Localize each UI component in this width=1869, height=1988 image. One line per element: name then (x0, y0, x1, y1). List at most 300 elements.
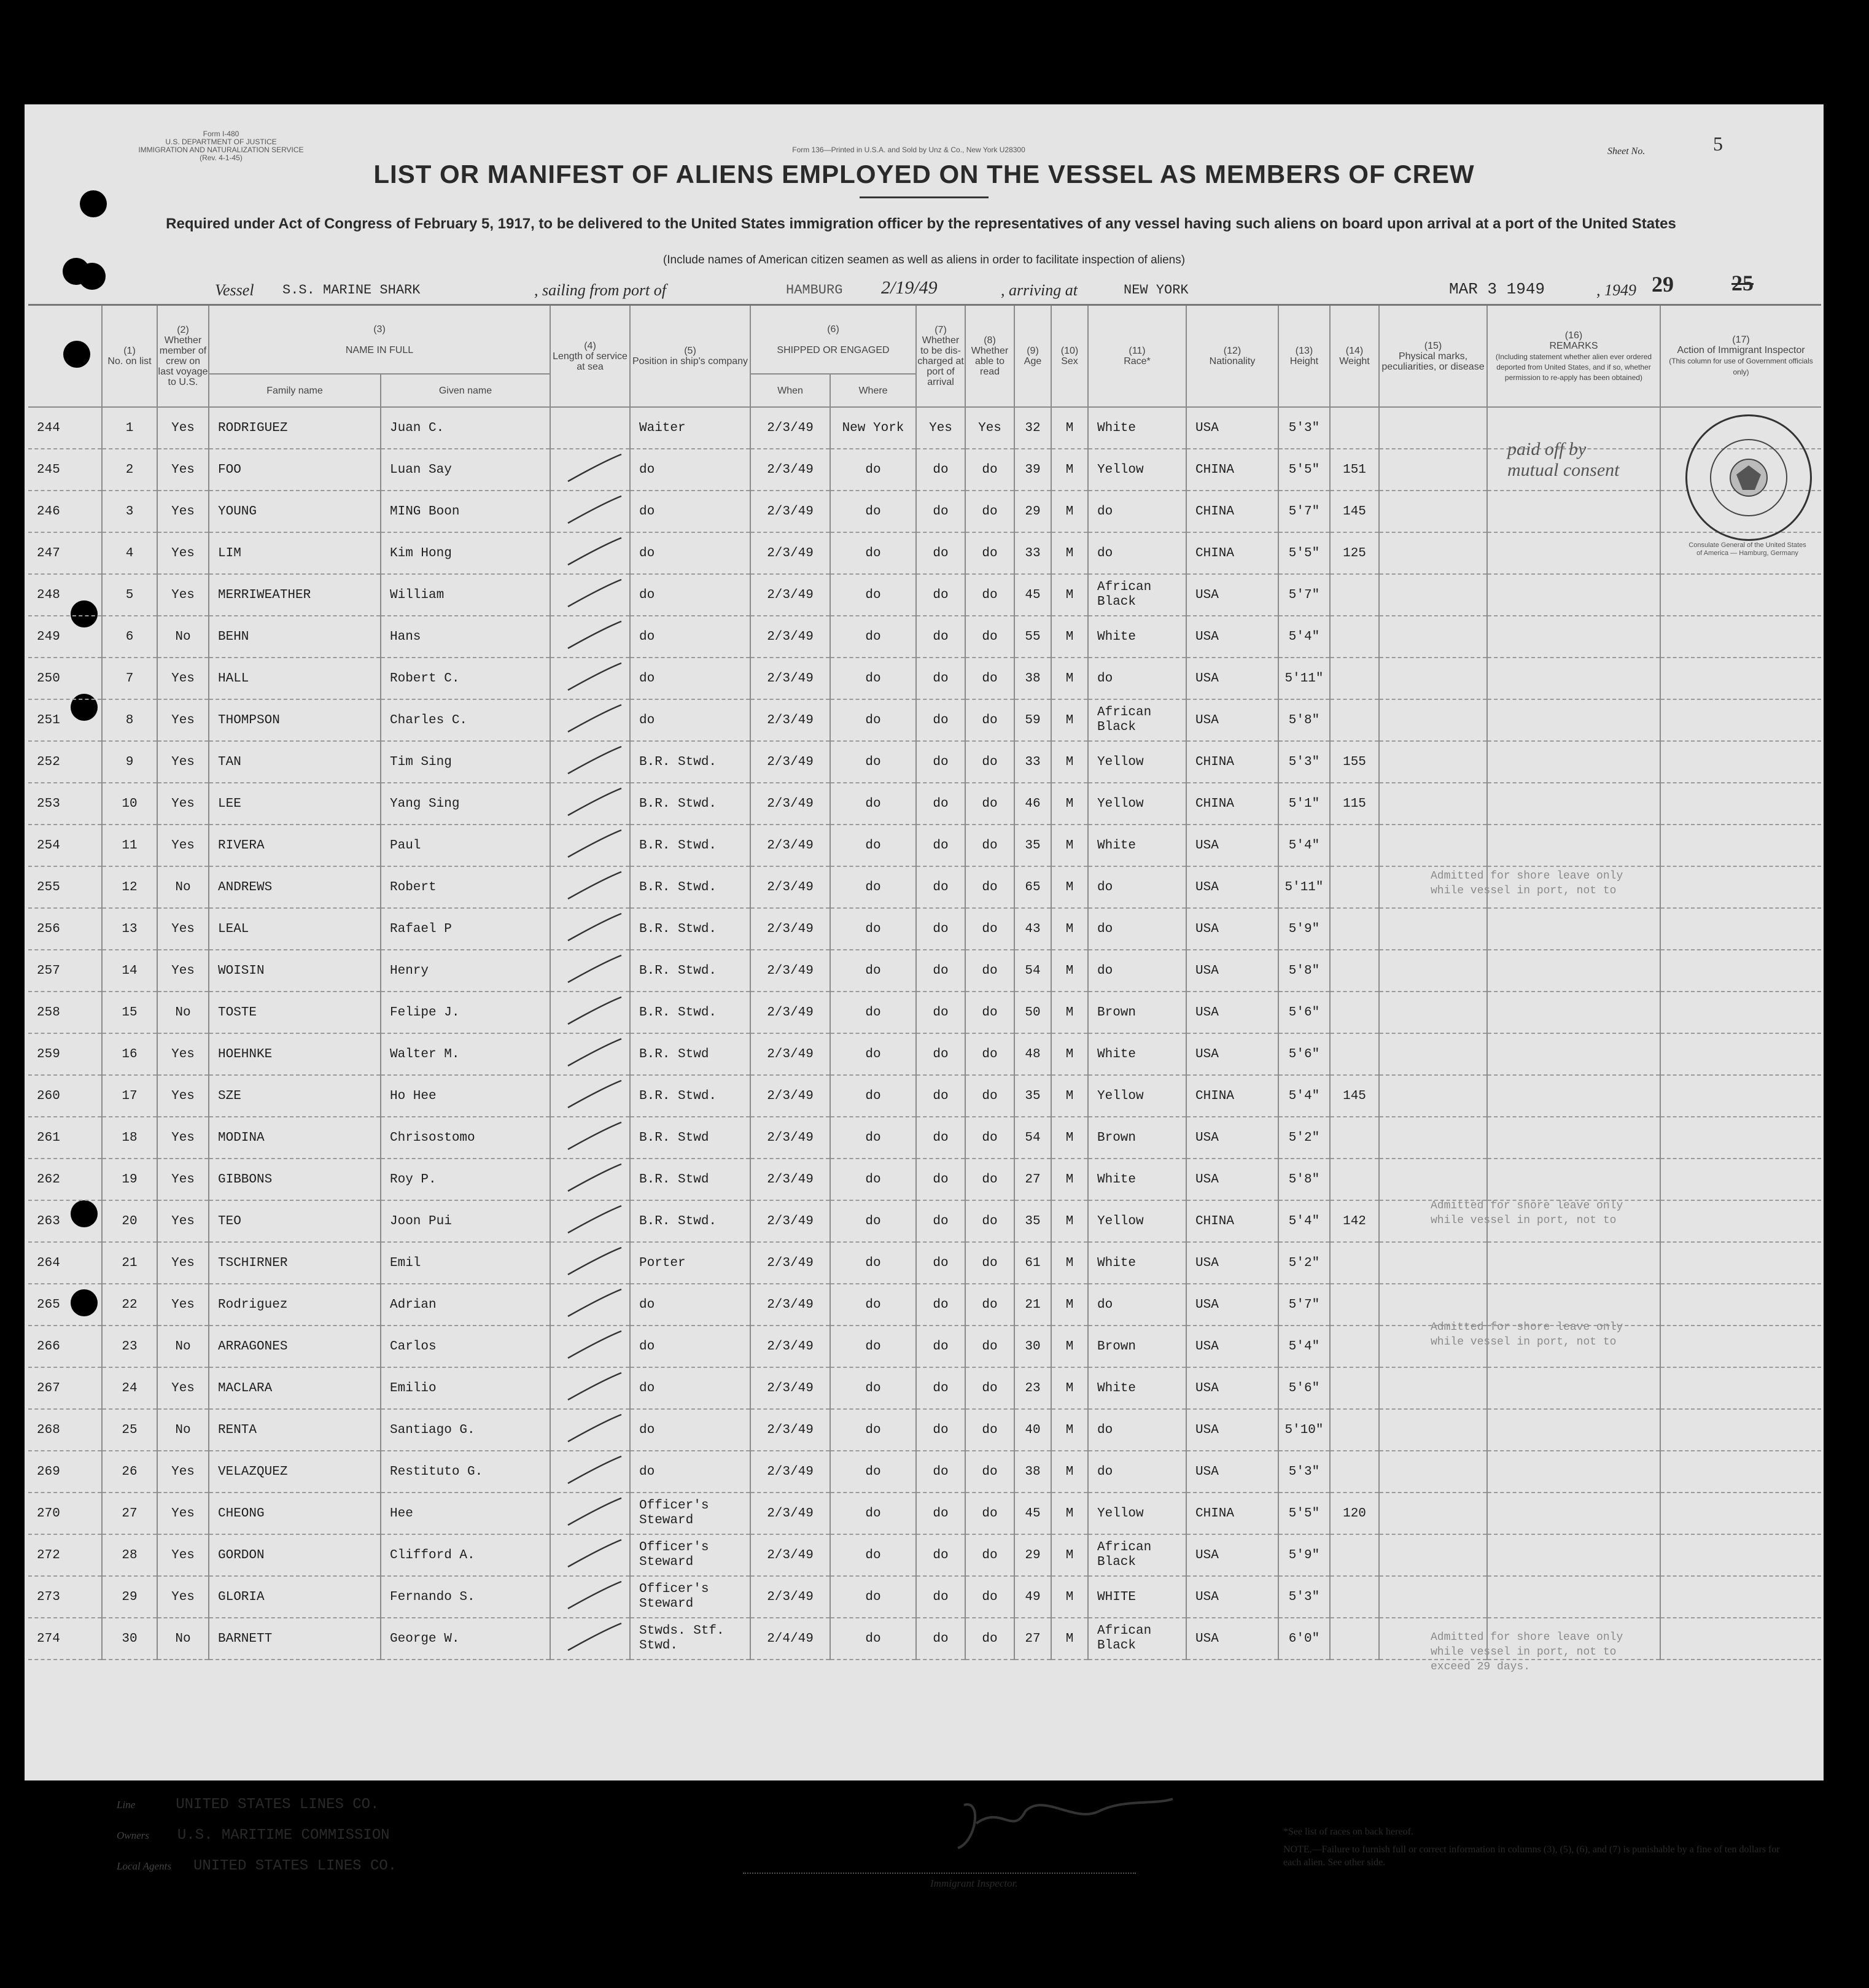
inspector-action (1660, 908, 1821, 950)
height: 5'9" (1278, 1534, 1330, 1576)
length-of-service (550, 908, 630, 950)
shipped-when: 2/3/49 (750, 1576, 830, 1618)
row-number: 16 (102, 1033, 157, 1075)
member-of-crew: No (157, 866, 209, 908)
inspector-action (1660, 1200, 1821, 1242)
family-name: TAN (209, 741, 381, 783)
inspector-action (1660, 1409, 1821, 1451)
nationality: USA (1186, 1326, 1278, 1367)
shipped-when: 2/3/49 (750, 1117, 830, 1159)
remarks (1487, 658, 1660, 699)
height: 5'4" (1278, 1326, 1330, 1367)
nationality: USA (1186, 908, 1278, 950)
age: 61 (1014, 1242, 1051, 1284)
sex: M (1051, 783, 1088, 825)
row-number: 30 (102, 1618, 157, 1660)
position: do (630, 574, 750, 616)
remarks (1487, 1284, 1660, 1326)
nationality: USA (1186, 825, 1278, 866)
position: Stwds. Stf. Stwd. (630, 1618, 750, 1660)
nationality: USA (1186, 1159, 1278, 1200)
weight (1330, 992, 1379, 1033)
family-name: Rodriguez (209, 1284, 381, 1326)
position: Waiter (630, 407, 750, 449)
discharged: do (916, 741, 965, 783)
row-number: 14 (102, 950, 157, 992)
member-of-crew: No (157, 616, 209, 658)
row-number: 17 (102, 1075, 157, 1117)
shipped-when: 2/3/49 (750, 1409, 830, 1451)
able-to-read: do (965, 1451, 1014, 1493)
family-name: THOMPSON (209, 699, 381, 741)
row-line-number: 269 (28, 1451, 102, 1493)
shipped-where: do (830, 1326, 916, 1367)
family-name: LEAL (209, 908, 381, 950)
shipped-when: 2/3/49 (750, 616, 830, 658)
inspector-action (1660, 1367, 1821, 1409)
discharged: do (916, 658, 965, 699)
row-number: 15 (102, 992, 157, 1033)
seal-text: Consulate General of the United States of America — Hamburg, Germany (1688, 542, 1806, 557)
age: 48 (1014, 1033, 1051, 1075)
title-rule (860, 196, 989, 198)
physical-marks (1379, 616, 1487, 658)
race: Yellow (1088, 1200, 1186, 1242)
check-mark-icon (563, 1454, 624, 1488)
given-name: Carlos (381, 1326, 550, 1367)
remarks (1487, 1159, 1660, 1200)
form-id: Form I-480 U.S. DEPARTMENT OF JUSTICE IMMIGRATION AND NATURALIZATION SERVICE (Rev. 4-1-45) (138, 130, 304, 162)
given-name: Chrisostomo (381, 1117, 550, 1159)
row-line-number: 262 (28, 1159, 102, 1200)
row-number: 12 (102, 866, 157, 908)
physical-marks (1379, 1075, 1487, 1117)
discharged: do (916, 1534, 965, 1576)
row-number: 2 (102, 449, 157, 491)
check-mark-icon (563, 1036, 624, 1071)
physical-marks (1379, 1159, 1487, 1200)
given-name: Robert C. (381, 658, 550, 699)
race: White (1088, 1033, 1186, 1075)
check-mark-icon (563, 953, 624, 987)
family-name: TSCHIRNER (209, 1242, 381, 1284)
sex: M (1051, 574, 1088, 616)
able-to-read: do (965, 1075, 1014, 1117)
weight (1330, 1534, 1379, 1576)
length-of-service (550, 1159, 630, 1200)
nationality: USA (1186, 950, 1278, 992)
inspector-action (1660, 783, 1821, 825)
physical-marks (1379, 532, 1487, 574)
family-name: TOSTE (209, 992, 381, 1033)
sex: M (1051, 866, 1088, 908)
position: do (630, 658, 750, 699)
check-mark-icon (563, 577, 624, 612)
height: 5'10" (1278, 1409, 1330, 1451)
weight (1330, 574, 1379, 616)
sheet-number: 5 (1713, 133, 1723, 155)
nationality: USA (1186, 616, 1278, 658)
sex: M (1051, 532, 1088, 574)
weight: 145 (1330, 1075, 1379, 1117)
physical-marks (1379, 992, 1487, 1033)
given-name: Felipe J. (381, 992, 550, 1033)
position: do (630, 1367, 750, 1409)
row-line-number: 263 (28, 1200, 102, 1242)
height: 5'4" (1278, 825, 1330, 866)
age: 38 (1014, 1451, 1051, 1493)
member-of-crew: Yes (157, 1284, 209, 1326)
remarks (1487, 1409, 1660, 1451)
footer-owners: Owners U.S. MARITIME COMMISSION (117, 1827, 390, 1844)
discharged: do (916, 950, 965, 992)
page-subtitle-note: (Include names of American citizen seamen as well as aliens in order to facilitate inspection of aliens) (663, 254, 1186, 266)
discharged: do (916, 1409, 965, 1451)
length-of-service (550, 1534, 630, 1576)
footer-line: Line UNITED STATES LINES CO. (117, 1796, 379, 1813)
race: White (1088, 407, 1186, 449)
given-name: Yang Sing (381, 783, 550, 825)
inspector-action (1660, 1242, 1821, 1284)
col-name: (3) NAME IN FULL (209, 305, 550, 375)
member-of-crew: Yes (157, 1367, 209, 1409)
discharged: Yes (916, 407, 965, 449)
shipped-where: do (830, 1033, 916, 1075)
family-name: VELAZQUEZ (209, 1451, 381, 1493)
nationality: CHINA (1186, 1075, 1278, 1117)
sex: M (1051, 1284, 1088, 1326)
discharged: do (916, 1075, 965, 1117)
age: 38 (1014, 658, 1051, 699)
remarks (1487, 1493, 1660, 1534)
table-row (28, 574, 1821, 616)
shipped-when: 2/3/49 (750, 574, 830, 616)
given-name: Emil (381, 1242, 550, 1284)
family-name: FOO (209, 449, 381, 491)
check-mark-icon (563, 1287, 624, 1321)
race: Brown (1088, 992, 1186, 1033)
able-to-read: do (965, 1117, 1014, 1159)
race: Yellow (1088, 1075, 1186, 1117)
member-of-crew: No (157, 1618, 209, 1660)
sex: M (1051, 992, 1088, 1033)
race: Brown (1088, 1117, 1186, 1159)
able-to-read: do (965, 866, 1014, 908)
physical-marks (1379, 1576, 1487, 1618)
shipped-where: New York (830, 407, 916, 449)
nationality: USA (1186, 1409, 1278, 1451)
col-given-name: Given name (381, 374, 550, 407)
row-number: 20 (102, 1200, 157, 1242)
able-to-read: do (965, 532, 1014, 574)
table-row (28, 1242, 1821, 1284)
nationality: USA (1186, 658, 1278, 699)
height: 5'8" (1278, 699, 1330, 741)
position: Officer's Steward (630, 1576, 750, 1618)
inspector-action (1660, 1576, 1821, 1618)
row-line-number: 247 (28, 532, 102, 574)
physical-marks (1379, 491, 1487, 532)
check-mark-icon (563, 1621, 624, 1655)
length-of-service (550, 866, 630, 908)
member-of-crew: Yes (157, 1117, 209, 1159)
table-row (28, 616, 1821, 658)
shipped-where: do (830, 449, 916, 491)
discharged: do (916, 783, 965, 825)
member-of-crew: Yes (157, 741, 209, 783)
table-row (28, 1367, 1821, 1409)
row-line-number: 252 (28, 741, 102, 783)
row-line-number: 265 (28, 1284, 102, 1326)
inspector-label: Immigrant Inspector. (930, 1877, 1018, 1889)
sailing-label: , sailing from port of (534, 281, 667, 299)
check-mark-icon (563, 1329, 624, 1363)
weight (1330, 1326, 1379, 1367)
remarks (1487, 950, 1660, 992)
age: 27 (1014, 1618, 1051, 1660)
vessel-name: S.S. MARINE SHARK (282, 282, 421, 298)
shipped-when: 2/3/49 (750, 950, 830, 992)
position: B.R. Stwd (630, 1033, 750, 1075)
inspector-action (1660, 741, 1821, 783)
discharged: do (916, 1033, 965, 1075)
race: Brown (1088, 1326, 1186, 1367)
table-row (28, 699, 1821, 741)
race: WHITE (1088, 1576, 1186, 1618)
weight (1330, 1159, 1379, 1200)
race: do (1088, 491, 1186, 532)
row-line-number: 267 (28, 1367, 102, 1409)
shipped-where: do (830, 1618, 916, 1660)
given-name: Luan Say (381, 449, 550, 491)
row-number: 5 (102, 574, 157, 616)
nationality: USA (1186, 1367, 1278, 1409)
given-name: Paul (381, 825, 550, 866)
page-subtitle: Required under Act of Congress of February 5, 1917, to be delivered to the United States immigration officer by the representatives of any vessel having such aliens on board upon arrival at a port of the United States (166, 215, 1676, 232)
member-of-crew: Yes (157, 783, 209, 825)
nationality: USA (1186, 1242, 1278, 1284)
height: 5'9" (1278, 908, 1330, 950)
col-nationality: (12) Nationality (1186, 305, 1278, 408)
age: 49 (1014, 1576, 1051, 1618)
row-number: 4 (102, 532, 157, 574)
weight (1330, 950, 1379, 992)
family-name: TEO (209, 1200, 381, 1242)
col-member: (2) Whether member of crew on last voyage to U.S. (157, 305, 209, 408)
discharged: do (916, 1326, 965, 1367)
shipped-when: 2/3/49 (750, 1075, 830, 1117)
able-to-read: do (965, 616, 1014, 658)
given-name: Hans (381, 616, 550, 658)
row-number: 6 (102, 616, 157, 658)
discharged: do (916, 1117, 965, 1159)
weight (1330, 1576, 1379, 1618)
position: B.R. Stwd (630, 1159, 750, 1200)
shipped-where: do (830, 908, 916, 950)
inspector-action (1660, 1075, 1821, 1117)
inspector-action (1660, 658, 1821, 699)
sex: M (1051, 1493, 1088, 1534)
crew-manifest-table (28, 304, 1821, 1660)
row-line-number: 254 (28, 825, 102, 866)
row-line-number: 259 (28, 1033, 102, 1075)
member-of-crew: Yes (157, 1200, 209, 1242)
check-mark-icon (563, 744, 624, 779)
able-to-read: Yes (965, 407, 1014, 449)
length-of-service (550, 1576, 630, 1618)
length-of-service (550, 532, 630, 574)
physical-marks (1379, 825, 1487, 866)
height: 5'4" (1278, 1075, 1330, 1117)
signature-line (743, 1873, 1136, 1874)
manifest-page (25, 104, 1824, 1889)
col-length: (4) Length of service at sea (550, 305, 630, 408)
given-name: Joon Pui (381, 1200, 550, 1242)
family-name: BEHN (209, 616, 381, 658)
shipped-when: 2/3/49 (750, 992, 830, 1033)
remarks (1487, 825, 1660, 866)
given-name: William (381, 574, 550, 616)
row-line-number: 244 (28, 407, 102, 449)
length-of-service (550, 1409, 630, 1451)
shipped-where: do (830, 574, 916, 616)
age: 45 (1014, 1493, 1051, 1534)
remarks (1487, 1242, 1660, 1284)
col-no: (1) No. on list (102, 305, 157, 408)
height: 5'2" (1278, 1117, 1330, 1159)
physical-marks (1379, 1117, 1487, 1159)
position: do (630, 616, 750, 658)
check-mark-icon (563, 1245, 624, 1279)
row-number: 22 (102, 1284, 157, 1326)
age: 59 (1014, 699, 1051, 741)
length-of-service (550, 1075, 630, 1117)
remarks (1487, 1534, 1660, 1576)
row-line-number: 272 (28, 1534, 102, 1576)
nationality: CHINA (1186, 449, 1278, 491)
row-number: 26 (102, 1451, 157, 1493)
row-number: 9 (102, 741, 157, 783)
member-of-crew: Yes (157, 1534, 209, 1576)
age: 54 (1014, 1117, 1051, 1159)
family-name: CHEONG (209, 1493, 381, 1534)
inspector-action (1660, 1159, 1821, 1200)
remarks (1487, 532, 1660, 574)
row-number: 19 (102, 1159, 157, 1200)
height: 5'3" (1278, 741, 1330, 783)
race: do (1088, 908, 1186, 950)
inspector-action (1660, 992, 1821, 1033)
punch-hole (80, 190, 107, 217)
position: B.R. Stwd. (630, 1075, 750, 1117)
row-number: 13 (102, 908, 157, 950)
row-line-number: 256 (28, 908, 102, 950)
height: 5'5" (1278, 532, 1330, 574)
age: 50 (1014, 992, 1051, 1033)
given-name: Santiago G. (381, 1409, 550, 1451)
race: White (1088, 825, 1186, 866)
able-to-read: do (965, 908, 1014, 950)
remarks (1487, 1075, 1660, 1117)
weight (1330, 1242, 1379, 1284)
discharged: do (916, 532, 965, 574)
nationality: USA (1186, 407, 1278, 449)
member-of-crew: Yes (157, 1576, 209, 1618)
row-number: 21 (102, 1242, 157, 1284)
height: 5'4" (1278, 616, 1330, 658)
sex: M (1051, 825, 1088, 866)
discharged: do (916, 908, 965, 950)
shipped-where: do (830, 1242, 916, 1284)
table-row (28, 1576, 1821, 1618)
height: 5'11" (1278, 866, 1330, 908)
position: B.R. Stwd. (630, 950, 750, 992)
col-race: (11) Race* (1088, 305, 1186, 408)
member-of-crew: No (157, 992, 209, 1033)
col-position: (5) Position in ship's company (630, 305, 750, 408)
remarks (1487, 1367, 1660, 1409)
check-mark-icon (563, 995, 624, 1029)
shipped-when: 2/3/49 (750, 1367, 830, 1409)
row-line-number: 264 (28, 1242, 102, 1284)
row-line-number: 250 (28, 658, 102, 699)
row-number: 11 (102, 825, 157, 866)
race: do (1088, 950, 1186, 992)
remarks (1487, 574, 1660, 616)
position: B.R. Stwd. (630, 783, 750, 825)
member-of-crew: Yes (157, 825, 209, 866)
table-row (28, 1033, 1821, 1075)
remarks (1487, 1451, 1660, 1493)
position: B.R. Stwd. (630, 825, 750, 866)
nationality: USA (1186, 1451, 1278, 1493)
shipped-where: do (830, 1409, 916, 1451)
inspector-action (1660, 866, 1821, 908)
weight (1330, 908, 1379, 950)
table-row (28, 950, 1821, 992)
able-to-read: do (965, 449, 1014, 491)
check-mark-icon (563, 786, 624, 820)
check-mark-icon (563, 1412, 624, 1446)
remarks (1487, 741, 1660, 783)
given-name: Restituto G. (381, 1451, 550, 1493)
race: Yellow (1088, 1493, 1186, 1534)
date-stamp: MAR 3 1949 (1449, 280, 1545, 298)
sex: M (1051, 699, 1088, 741)
length-of-service (550, 574, 630, 616)
height: 5'1" (1278, 783, 1330, 825)
nationality: CHINA (1186, 532, 1278, 574)
position: do (630, 532, 750, 574)
length-of-service (550, 1033, 630, 1075)
row-number: 28 (102, 1534, 157, 1576)
check-mark-icon (563, 1496, 624, 1530)
position: do (630, 1326, 750, 1367)
height: 5'3" (1278, 1576, 1330, 1618)
arriving-label: , arriving at (1001, 281, 1078, 299)
row-line-number: 246 (28, 491, 102, 532)
sex: M (1051, 1075, 1088, 1117)
position: do (630, 699, 750, 741)
race: do (1088, 658, 1186, 699)
physical-marks (1379, 658, 1487, 699)
nationality: USA (1186, 1033, 1278, 1075)
row-number: 24 (102, 1367, 157, 1409)
race: do (1088, 1284, 1186, 1326)
table-row (28, 532, 1821, 574)
given-name: Roy P. (381, 1159, 550, 1200)
family-name: GORDON (209, 1534, 381, 1576)
